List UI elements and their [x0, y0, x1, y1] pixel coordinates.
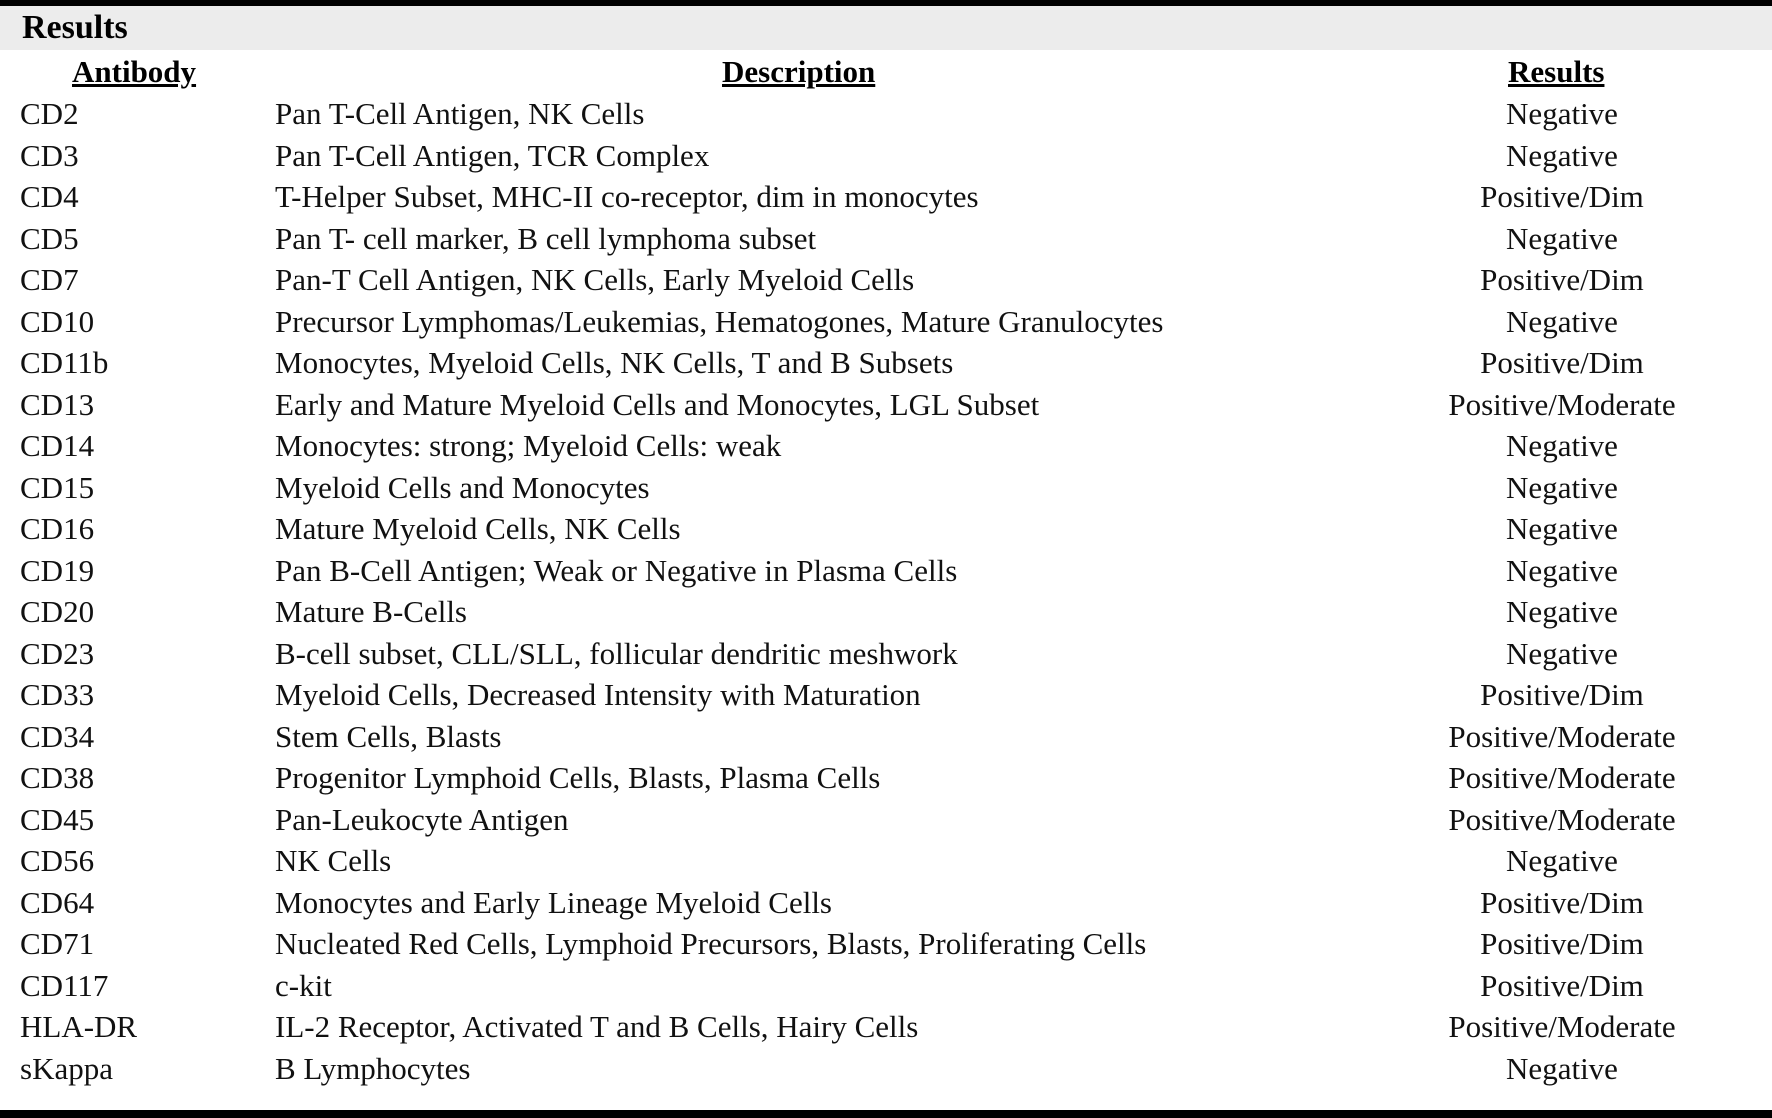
antibody-cell: CD11b: [20, 345, 109, 380]
description-cell: c-kit: [275, 967, 332, 1003]
description-cell: Pan B-Cell Antigen; Weak or Negative in Plasma Cells: [275, 552, 958, 588]
table-row: [0, 840, 1772, 882]
description-cell: Myeloid Cells, Decreased Intensity with Maturation: [275, 677, 921, 712]
description-cell: Stem Cells, Blasts: [275, 718, 502, 754]
description-cell: Monocytes, Myeloid Cells, NK Cells, T and B Subsets: [275, 345, 954, 380]
table-row: [0, 882, 1772, 924]
result-cell: Negative: [1506, 1050, 1618, 1086]
table-row: [0, 1048, 1772, 1090]
result-cell: Positive/Dim: [1480, 677, 1644, 712]
table-row: [0, 93, 1772, 135]
result-cell: Positive/Moderate: [1448, 801, 1676, 837]
antibody-cell: CD64: [20, 884, 95, 920]
table-row: [0, 1006, 1772, 1048]
table-row: [0, 425, 1772, 467]
table-row: [0, 757, 1772, 799]
antibody-cell: CD20: [20, 594, 95, 629]
bottom-border: [0, 1110, 1772, 1118]
description-cell: Nucleated Red Cells, Lymphoid Precursors, Blasts, Proliferating Cells: [275, 926, 1147, 961]
antibody-cell: CD2: [20, 96, 79, 131]
result-cell: Negative: [1506, 594, 1618, 629]
result-cell: Negative: [1506, 96, 1618, 131]
table-row: [0, 301, 1772, 343]
antibody-cell: CD4: [20, 179, 79, 214]
table-row: [0, 550, 1772, 592]
table-row: [0, 799, 1772, 841]
antibody-cell: CD33: [20, 677, 95, 712]
table-row: [0, 674, 1772, 716]
antibody-cell: CD10: [20, 303, 95, 339]
result-cell: Positive/Moderate: [1448, 718, 1676, 754]
table-row: [0, 342, 1772, 384]
description-cell: Precursor Lymphomas/Leukemias, Hematogones, Mature Granulocytes: [275, 303, 1164, 339]
result-cell: Negative: [1506, 137, 1618, 173]
results-table: [0, 93, 1772, 1089]
result-cell: Negative: [1506, 428, 1618, 463]
antibody-cell: CD3: [20, 137, 79, 173]
description-cell: Pan-T Cell Antigen, NK Cells, Early Myeloid Cells: [275, 262, 915, 297]
description-cell: Progenitor Lymphoid Cells, Blasts, Plasma Cells: [275, 760, 881, 795]
antibody-cell: CD34: [20, 718, 95, 754]
result-cell: Positive/Dim: [1480, 179, 1644, 214]
description-cell: B Lymphocytes: [275, 1050, 471, 1086]
description-cell: IL-2 Receptor, Activated T and B Cells, Hairy Cells: [275, 1009, 919, 1044]
antibody-cell: CD38: [20, 760, 95, 795]
description-cell: Pan-Leukocyte Antigen: [275, 801, 569, 837]
description-cell: Early and Mature Myeloid Cells and Monocytes, LGL Subset: [275, 386, 1040, 422]
table-row: [0, 633, 1772, 675]
column-header-antibody: Antibody: [72, 54, 197, 89]
column-header-description: Description: [722, 54, 876, 89]
table-row: [0, 923, 1772, 965]
section-title-bar: [0, 6, 1772, 50]
antibody-cell: CD13: [20, 386, 95, 422]
antibody-cell: CD56: [20, 843, 95, 878]
table-row: [0, 384, 1772, 426]
description-cell: NK Cells: [275, 843, 392, 878]
table-row: [0, 135, 1772, 177]
description-cell: T-Helper Subset, MHC-II co-receptor, dim in monocytes: [275, 179, 979, 214]
description-cell: Mature Myeloid Cells, NK Cells: [275, 511, 681, 546]
antibody-cell: CD23: [20, 635, 95, 671]
table-row: [0, 591, 1772, 633]
result-cell: Positive/Moderate: [1448, 760, 1676, 795]
description-cell: Pan T-Cell Antigen, TCR Complex: [275, 137, 710, 173]
result-cell: Positive/Moderate: [1448, 386, 1676, 422]
description-cell: Mature B-Cells: [275, 594, 467, 629]
result-cell: Positive/Moderate: [1448, 1009, 1676, 1044]
antibody-cell: CD7: [20, 262, 79, 297]
antibody-cell: sKappa: [20, 1050, 113, 1086]
result-cell: Negative: [1506, 635, 1618, 671]
table-row: [0, 716, 1772, 758]
description-cell: Pan T- cell marker, B cell lymphoma subset: [275, 220, 817, 256]
antibody-cell: CD117: [20, 967, 109, 1003]
antibody-cell: CD14: [20, 428, 95, 463]
result-cell: Positive/Dim: [1480, 926, 1644, 961]
section-title: Results: [22, 9, 128, 46]
result-cell: Positive/Dim: [1480, 262, 1644, 297]
table-row: [0, 176, 1772, 218]
result-cell: Negative: [1506, 511, 1618, 546]
antibody-cell: CD5: [20, 220, 79, 256]
table-row: [0, 467, 1772, 509]
result-cell: Negative: [1506, 843, 1618, 878]
table-row: [0, 965, 1772, 1007]
antibody-cell: CD71: [20, 926, 95, 961]
antibody-cell: HLA-DR: [20, 1009, 138, 1044]
antibody-cell: CD45: [20, 801, 95, 837]
description-cell: Pan T-Cell Antigen, NK Cells: [275, 96, 645, 131]
result-cell: Positive/Dim: [1480, 967, 1644, 1003]
description-cell: Monocytes: strong; Myeloid Cells: weak: [275, 428, 782, 463]
antibody-cell: CD16: [20, 511, 95, 546]
antibody-cell: CD15: [20, 469, 95, 505]
antibody-cell: CD19: [20, 552, 95, 588]
description-cell: Monocytes and Early Lineage Myeloid Cells: [275, 884, 833, 920]
result-cell: Positive/Dim: [1480, 345, 1644, 380]
result-cell: Positive/Dim: [1480, 884, 1644, 920]
column-header-results: Results: [1508, 54, 1605, 89]
result-cell: Negative: [1506, 220, 1618, 256]
table-row: [0, 259, 1772, 301]
table-row: [0, 218, 1772, 260]
table-row: [0, 508, 1772, 550]
description-cell: Myeloid Cells and Monocytes: [275, 469, 650, 505]
result-cell: Negative: [1506, 469, 1618, 505]
result-cell: Negative: [1506, 303, 1618, 339]
description-cell: B-cell subset, CLL/SLL, follicular dendritic meshwork: [275, 635, 958, 671]
result-cell: Negative: [1506, 552, 1618, 588]
